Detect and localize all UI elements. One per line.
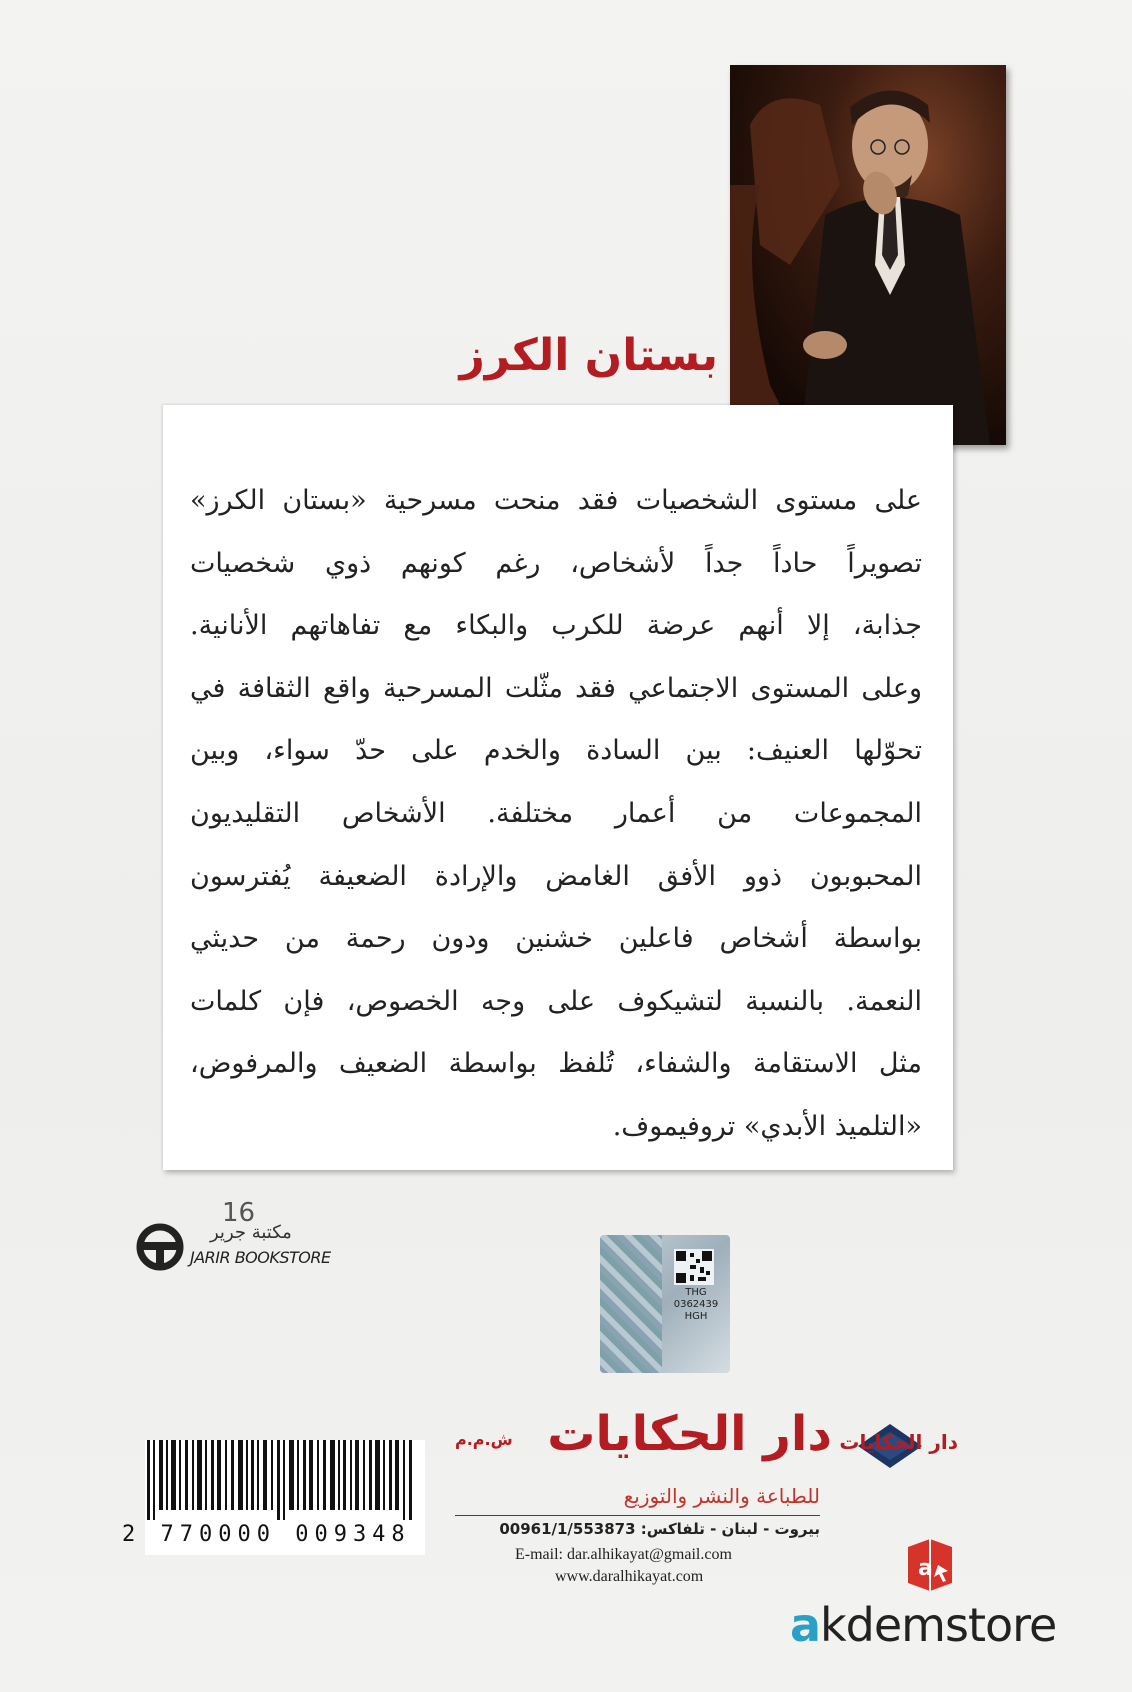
- blurb-line: «التلميذ الأبدي» تروفيموف.: [612, 1110, 922, 1142]
- sticker-code-line: 0362439: [673, 1299, 719, 1310]
- store-watermark: [790, 1598, 1056, 1652]
- blurb-line: على مستوى الشخصيات فقد منحت مسرحية «بستان الكرز»: [190, 485, 922, 516]
- author-portrait: [730, 65, 1006, 445]
- jarir-logo-icon: [135, 1222, 185, 1272]
- publisher-subtitle: للطباعة والنشر والتوزيع: [623, 1484, 820, 1508]
- blurb-line: بواسطة أشخاص فاعلين خشنين ودون رحمة من حديثي: [190, 923, 922, 955]
- blurb-line: تحوّلها العنيف: بين السادة والخدم على حدّ سواء، وبين: [190, 735, 922, 767]
- store-cart-icon: [898, 1535, 962, 1595]
- publisher-suffix: ش.م.م: [455, 1430, 513, 1449]
- qr-code-icon: [674, 1249, 714, 1285]
- blurb-line: وعلى المستوى الاجتماعي فقد مثّلت المسرحية واقع الثقافة في: [190, 672, 922, 704]
- publisher-name: دار الحكايات: [547, 1406, 832, 1462]
- blurb-text: [190, 470, 922, 1159]
- publisher-contact: بيروت - لبنان - تلفاكس: 00961/1/553873: [499, 1520, 820, 1538]
- store-watermark-a: a: [790, 1598, 821, 1652]
- hologram-pattern: [600, 1235, 662, 1373]
- publisher-email[interactable]: E-mail: dar.alhikayat@gmail.com: [515, 1546, 732, 1563]
- blurb-line: المجموعات من أعمار مختلفة. الأشخاص التقليديون: [190, 797, 922, 829]
- sticker-code-line: THG: [685, 1287, 707, 1298]
- store-watermark-rest: kdemstore: [820, 1598, 1057, 1652]
- barcode-number: 2 770000 009348: [122, 1522, 411, 1547]
- blurb-line: تصويراً حاداً جداً لأشخاص، رغم كونهم ذوي شخصيات: [190, 547, 922, 579]
- svg-text:a: a: [918, 1556, 933, 1581]
- publisher-divider: [455, 1515, 820, 1516]
- hologram-sticker: [600, 1235, 730, 1373]
- sticker-code-line: HGH: [684, 1311, 708, 1322]
- blurb-line: جذابة، إلا أنهم عرضة للكرب والبكاء مع تفاهاتهم الأنانية.: [190, 610, 922, 642]
- jarir-name-en: JARIR BOOKSTORE: [190, 1248, 331, 1267]
- sticker-code: [666, 1287, 726, 1323]
- book-title: بستان الكرز: [459, 330, 718, 381]
- blurb-line: المحبوبون ذوو الأفق الغامض والإرادة الضعيفة يُفترسون: [190, 860, 922, 892]
- barcode-bars: [145, 1440, 425, 1520]
- jarir-name-ar: مكتبة جرير: [210, 1222, 292, 1243]
- price-sticker: 16: [222, 1198, 256, 1228]
- blurb-line: النعمة. بالنسبة لتشيكوف على وجه الخصوص، فإن كلمات: [190, 985, 922, 1017]
- publisher-logo-text: دار الحكايات: [839, 1430, 958, 1454]
- blurb-line: مثل الاستقامة والشفاء، تُلفظ بواسطة الضعيف والمرفوض،: [190, 1048, 922, 1080]
- publisher-website[interactable]: www.daralhikayat.com: [555, 1568, 704, 1585]
